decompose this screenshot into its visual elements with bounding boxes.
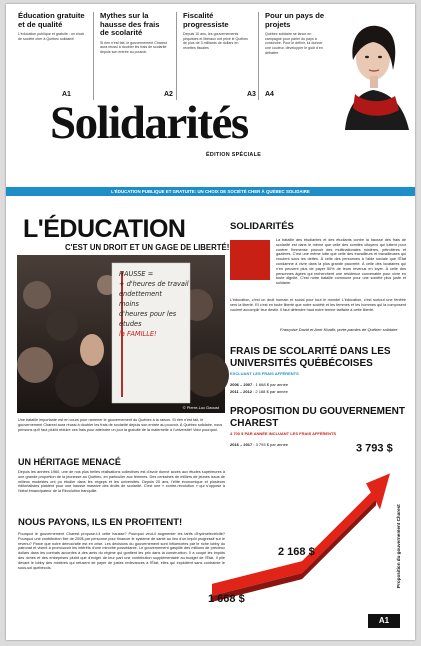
banner-text: L'ÉDUCATION PUBLIQUE ET GRATUITE: UN CHOIX DE SOCIÉTÉ CHER À QUÉBEC SOLIDAIRE xyxy=(111,189,310,194)
proposition-subtitle: 4 700 $ PAR ANNÉE INCLUANT LES FRAIS AFFÉRENTS xyxy=(230,431,337,436)
frais-value: : 1 668 $ par année xyxy=(253,382,289,387)
proposition-value: : 3 793 $ par année xyxy=(253,442,289,447)
lead-subtitle: C'EST UN DROIT ET UN GAGE DE LIBERTÉ! xyxy=(65,243,230,252)
solidarites-text-2: L'éducation, c'est un droit humain et social pour tout le monde! L'éducation, c'est surtout une fenêtre vers la liberté. Et c'est en toute liberté que notre société et les femmes et les hommes qui la composent voulent accomplir leur destin. Il faut défendre haut notre terrine tarifaire à cette liberté. xyxy=(230,298,406,312)
solidarites-signature: Françoise David et Amir Khadir, porte-paroles de Québec solidaire xyxy=(280,327,398,332)
payons-title: NOUS PAYONS, ILS EN PROFITENT! xyxy=(18,517,183,528)
proposition-title: PROPOSITION DU GOUVERNEMENT CHAREST xyxy=(230,406,406,429)
sign-line: moins xyxy=(119,300,139,308)
teaser-row xyxy=(18,11,325,102)
teaser-3[interactable] xyxy=(176,11,256,100)
lead-title: L'ÉDUCATION xyxy=(23,215,186,243)
sign-line: endettement xyxy=(119,290,162,298)
teaser-page: A3 xyxy=(247,91,256,98)
chart-annotation: Proposition du gouvernement Charest xyxy=(396,504,401,588)
sign-line: d'heures pour les xyxy=(119,310,177,318)
heritage-text: Depuis les années 1960, une de nos plus belles réalisations collectives est d'avoir donné accès aux études supérieures à une grande proportion de la jeunesse au Québec, en particulier aux femmes. Des centaines de milliers de jeunes issus de milieux modestes ont pu étudier dans les cégeps et les universités. Depuis 20 ans, l'élite économique et plusieurs éditorialistes plaident pour une hausse massive des droits de scolarité. C'est une « contre-révolution » qui s'oppose à l'idéal émancipateur de la Révolution tranquille. xyxy=(18,470,225,494)
proposition-row xyxy=(230,442,288,447)
teaser-page: A2 xyxy=(164,91,173,98)
data-label: 3 793 $ xyxy=(356,442,393,455)
teaser-text: Si rien n'est fait, le gouvernement Charest aura réussi à doubler les frais de scolarité depuis son entrée au pouvoir. xyxy=(100,40,167,54)
banner-bar xyxy=(6,187,415,196)
heritage-title: UN HÉRITAGE MENACÉ xyxy=(18,457,121,467)
teaser-title: Mythes sur la hausse des frais de scolarité xyxy=(100,11,160,38)
solidarites-title: SOLIDARITÉS xyxy=(230,221,294,232)
sign-line: la FAMILLE! xyxy=(119,330,157,338)
teaser-page: A4 xyxy=(265,91,274,98)
teaser-title: Fiscalité progressiste xyxy=(183,11,229,29)
protest-photo xyxy=(17,255,225,413)
frais-row xyxy=(230,382,288,387)
payons-text: Pourquoi le gouvernement Charest propose-t-il cette hausse? Pourquoi veut-il augmenter les tarifs d'hydroélectricité? Pourquoi une contribution fixe de 200$ par personne pour financer le système de santé au lieu d'un impôt progressif sur le revenu? Parce que notre démocratie est en crise. Les décisions du gouvernement sont influencées par le riche lobby du patronat et visent à promouvoir les intérêts d'une minorité possédante. Le gouvernement gaspille des millions de précieux dollars dans les contrats accordés à des amis du régime qui gonflent les prix dans la construction. Il a coupé les impôts des riches et des entreprises plutôt que d'exiger de leur part une contribution supplémentaire au budget de l'État. Il plie devant le lobby des minières qui refusent de payer de justes redevances à l'État, elles qui exploitent sans contrainte le sous-sol québécois. xyxy=(18,532,225,570)
teaser-4[interactable] xyxy=(258,12,325,100)
masthead-title: Solidarités xyxy=(50,97,248,149)
frais-years: 2011 – 2012 xyxy=(230,389,253,394)
data-label: 2 168 $ xyxy=(278,546,315,559)
sign-line: + d'heures de travail xyxy=(119,280,189,288)
portrait-photo xyxy=(325,10,415,130)
edition-label: ÉDITION SPÉCIALE xyxy=(206,152,262,158)
teaser-title: Pour un pays de projets xyxy=(265,11,325,29)
teaser-text: Québec solidaire se lance en campagne pour parler du pays à construire. Pour le définir, lui donner une couleur, développer le goût d'en débattre. xyxy=(265,32,323,55)
frais-value: : 2 168 $ par année xyxy=(253,389,288,394)
sign-line: études xyxy=(119,320,142,328)
data-label: 1 668 $ xyxy=(208,592,245,605)
teaser-1[interactable] xyxy=(18,12,86,100)
teaser-title: Éducation gratuite et de qualité xyxy=(18,11,85,29)
frais-title: FRAIS DE SCOLARITÉ DANS LES UNIVERSITÉS QUÉBÉCOISES xyxy=(230,346,391,369)
teaser-text: L'éducation publique et gratuite : un choix de société cher à Québec solidaire! xyxy=(18,32,85,41)
proposition-years: 2016 – 2017 xyxy=(230,442,253,447)
teaser-text: Depuis 10 ans, les gouvernements péquistes et libéraux ont privé le Québec de plus de 3 milliards de dollars en recettes fiscales xyxy=(183,32,249,50)
protest-sign xyxy=(119,269,191,339)
teaser-2[interactable] xyxy=(93,11,173,100)
frais-subtitle: EXCLUANT LES FRAIS AFFÉRENTS xyxy=(230,371,299,376)
page-number: A1 xyxy=(368,614,400,628)
red-graphic xyxy=(230,240,270,280)
sign-line: HAUSSE = xyxy=(119,270,154,278)
solidarites-text-1: La bataille des étudiantes et des étudiants contre la hausse des frais de scolarité est dans le même que celle des comités citoyens qui luttent pour contrer l'immense pouvoir des multinationales minières, pétrolières et gazières. C'est une même lutte que celle des travailleurs et travailleuses qui croulent sous les dettes. À celle des personnes à l'aide sociale que l'État condamne à vivre dans la plus grande pauvreté. À celle des locataires qui n'en peuvent plus de payer 50% de leurs revenus en loyer. À celle des personnes âgées qui recherchent une résidence convenable pour vivre en toute dignité. C'est notre bataille commune pour une société plus juste et solidaire. xyxy=(276,238,406,286)
frais-row xyxy=(230,389,288,394)
teaser-page: A1 xyxy=(62,91,71,98)
lead-caption: Une bataille importante est en cours pour ramener le gouvernement du Québec à la raison. Si rien n'est fait, le gouvernement Charest aura réussi à doubler les frais de scolarité depuis son entrée au pouvoir. À Québec solidaire, nous pensons qu'il faut plutôt réduire ces frais pour atteindre un jour la gratuité de la maternelle à l'université! Voici pourquoi. xyxy=(18,418,223,432)
newspaper-page xyxy=(6,4,415,640)
photo-credit: © Pierre-Luc Daoust xyxy=(182,405,219,410)
frais-years: 2006 – 2007 xyxy=(230,382,253,387)
